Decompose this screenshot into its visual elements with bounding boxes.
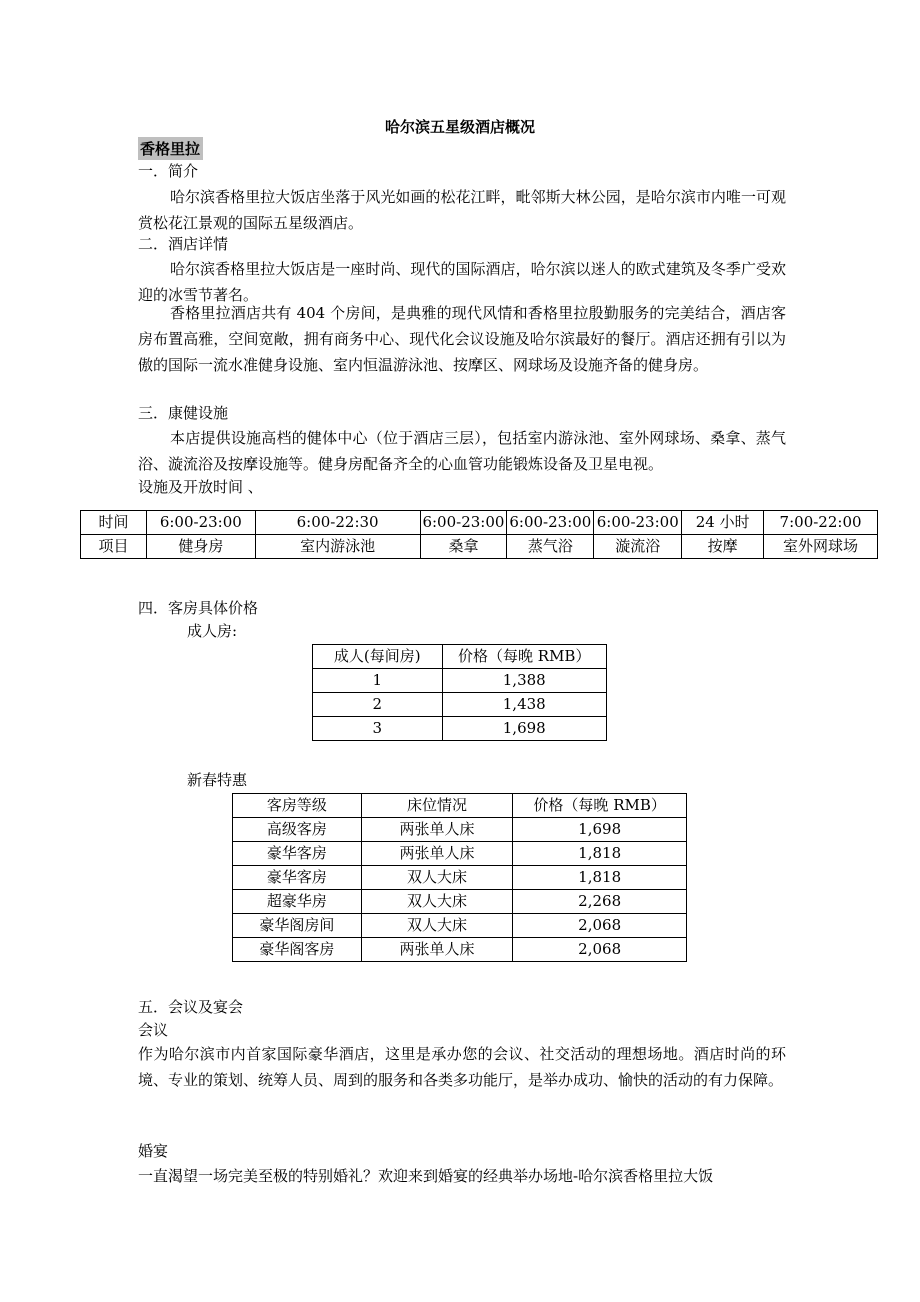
promo-price-table bbox=[232, 793, 687, 962]
table-cell: 豪华阁房间 bbox=[233, 914, 362, 938]
table-cell: 双人大床 bbox=[361, 890, 513, 914]
table-header-row bbox=[233, 794, 687, 818]
wedding-label: 婚宴 bbox=[138, 1142, 169, 1160]
adult-room-label: 成人房: bbox=[187, 622, 238, 640]
table-cell: 1,818 bbox=[513, 866, 687, 890]
table-cell: 漩流浴 bbox=[594, 535, 682, 559]
table-row bbox=[233, 866, 687, 890]
table-cell: 两张单人床 bbox=[361, 842, 513, 866]
table-cell: 6:00-23:00 bbox=[146, 511, 255, 535]
table-cell: 豪华阁客房 bbox=[233, 938, 362, 962]
table-cell: 24 小时 bbox=[682, 511, 764, 535]
sec2-paragraph-2: 香格里拉酒店共有 404 个房间，是典雅的现代风情和香格里拉殷勤服务的完美结合，酒店客房布置高雅，空间宽敞，拥有商务中心、现代化会议设施及哈尔滨最好的餐厅。酒店还拥有引以为傲的国际一流水准健身设施、室内恒温游泳池、按摩区、网球场及设施齐备的健身房。 bbox=[138, 304, 786, 374]
sec1-text: 哈尔滨香格里拉大饭店坐落于风光如画的松花江畔，毗邻斯大林公园，是哈尔滨市内唯一可观赏松花江景观的国际五星级酒店。 bbox=[138, 188, 786, 232]
table-cell: 按摩 bbox=[682, 535, 764, 559]
table-cell: 蒸气浴 bbox=[507, 535, 594, 559]
section-tag-shangri-la: 香格里拉 bbox=[138, 137, 203, 160]
table-cell: 2,268 bbox=[513, 890, 687, 914]
table-cell: 两张单人床 bbox=[361, 938, 513, 962]
sec2-paragraph-1: 哈尔滨香格里拉大饭店是一座时尚、现代的国际酒店，哈尔滨以迷人的欧式建筑及冬季广受欢迎的冰雪节著名。 bbox=[138, 260, 786, 304]
table-row-time bbox=[81, 511, 878, 535]
table-cell: 6:00-23:00 bbox=[594, 511, 682, 535]
table-cell: 1 bbox=[313, 669, 443, 693]
table-cell: 豪华客房 bbox=[233, 842, 362, 866]
table-header: 成人(每间房) bbox=[313, 645, 443, 669]
table-cell: 7:00-22:00 bbox=[764, 511, 878, 535]
sec3-heading: 三．康健设施 bbox=[138, 404, 229, 422]
table-cell: 1,388 bbox=[442, 669, 607, 693]
table-cell: 两张单人床 bbox=[361, 818, 513, 842]
table-cell: 2 bbox=[313, 693, 443, 717]
sec3-paragraph-1: 本店提供设施高档的健体中心（位于酒店三层），包括室内游泳池、室外网球场、桑拿、蒸气浴、漩流浴及按摩设施等。健身房配备齐全的心血管功能锻炼设备及卫星电视。 bbox=[138, 429, 786, 473]
promo-label: 新春特惠 bbox=[187, 771, 248, 789]
sec5-heading: 五．会议及宴会 bbox=[138, 998, 244, 1016]
table-cell: 双人大床 bbox=[361, 866, 513, 890]
adult-room-price-table bbox=[312, 644, 607, 741]
table-cell: 项目 bbox=[81, 535, 147, 559]
table-cell: 1,698 bbox=[442, 717, 607, 741]
table-header: 客房等级 bbox=[233, 794, 362, 818]
table-row bbox=[233, 938, 687, 962]
table-cell: 2,068 bbox=[513, 914, 687, 938]
table-cell: 2,068 bbox=[513, 938, 687, 962]
table-header: 价格（每晚 RMB） bbox=[513, 794, 687, 818]
wedding-text: 一直渴望一场完美至极的特别婚礼？欢迎来到婚宴的经典举办场地-哈尔滨香格里拉大饭 bbox=[138, 1167, 714, 1185]
facility-hours-table bbox=[80, 510, 878, 559]
sec1-heading: 一．简介 bbox=[138, 162, 199, 180]
table-row bbox=[313, 717, 607, 741]
table-cell: 高级客房 bbox=[233, 818, 362, 842]
table-cell: 1,438 bbox=[442, 693, 607, 717]
table-header-row bbox=[313, 645, 607, 669]
meeting-text: 作为哈尔滨市内首家国际豪华酒店，这里是承办您的会议、社交活动的理想场地。酒店时尚的环境、专业的策划、统筹人员、周到的服务和各类多功能厅，是举办成功、愉快的活动的有力保障。 bbox=[138, 1045, 786, 1089]
table-cell: 时间 bbox=[81, 511, 147, 535]
table-row bbox=[313, 669, 607, 693]
table-row bbox=[233, 842, 687, 866]
sec3-hours-label: 设施及开放时间 、 bbox=[138, 478, 263, 496]
table-row bbox=[233, 890, 687, 914]
table-cell: 桑拿 bbox=[420, 535, 507, 559]
table-header: 床位情况 bbox=[361, 794, 513, 818]
page-title: 哈尔滨五星级酒店概况 bbox=[384, 118, 535, 136]
table-cell: 6:00-23:00 bbox=[507, 511, 594, 535]
table-row bbox=[313, 693, 607, 717]
table-cell: 6:00-23:00 bbox=[420, 511, 507, 535]
meeting-label: 会议 bbox=[138, 1021, 169, 1039]
table-cell: 双人大床 bbox=[361, 914, 513, 938]
sec4-heading: 四．客房具体价格 bbox=[138, 599, 259, 617]
table-cell: 室外网球场 bbox=[764, 535, 878, 559]
table-cell: 室内游泳池 bbox=[255, 535, 420, 559]
table-cell: 6:00-22:30 bbox=[255, 511, 420, 535]
table-row bbox=[233, 914, 687, 938]
table-cell: 超豪华房 bbox=[233, 890, 362, 914]
table-cell: 1,818 bbox=[513, 842, 687, 866]
table-row-item bbox=[81, 535, 878, 559]
table-cell: 3 bbox=[313, 717, 443, 741]
table-cell: 1,698 bbox=[513, 818, 687, 842]
table-cell: 健身房 bbox=[146, 535, 255, 559]
table-cell: 豪华客房 bbox=[233, 866, 362, 890]
table-row bbox=[233, 818, 687, 842]
sec2-heading: 二．酒店详情 bbox=[138, 235, 229, 253]
table-header: 价格（每晚 RMB） bbox=[442, 645, 607, 669]
